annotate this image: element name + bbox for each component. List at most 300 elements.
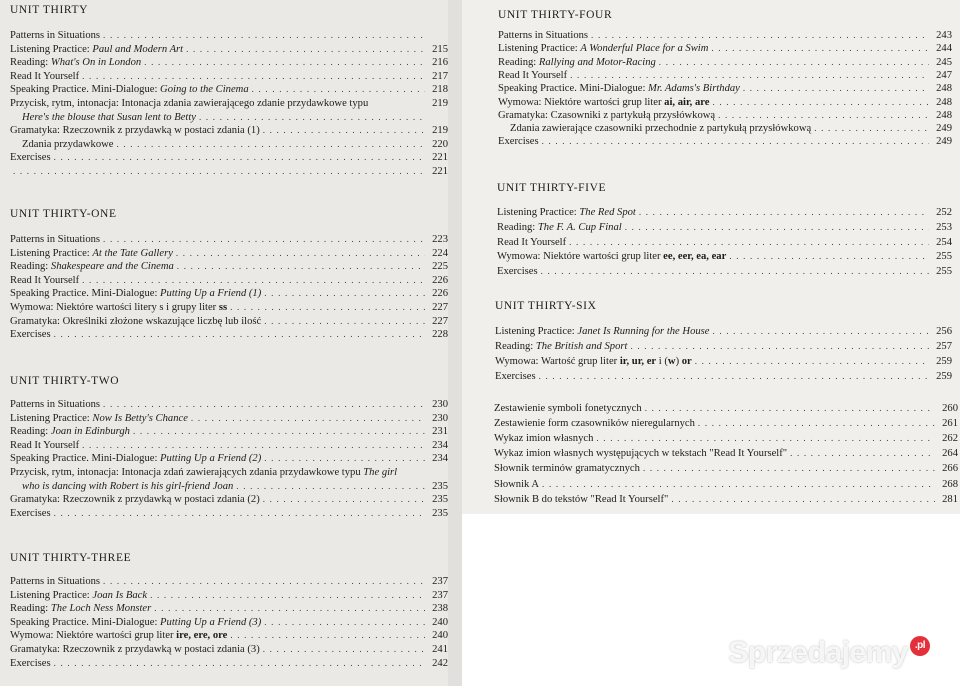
toc-entry bbox=[22, 111, 448, 124]
entry-label bbox=[497, 236, 566, 249]
leader-dots bbox=[54, 507, 425, 520]
entry-text: Putting Up a Friend (3) bbox=[160, 616, 262, 628]
entry-text: Going to the Cinema bbox=[160, 84, 249, 96]
entry-text: Putting Up a Friend (2) bbox=[160, 453, 262, 465]
toc-entry bbox=[495, 370, 952, 383]
entry-text: Exercises bbox=[10, 152, 51, 164]
toc-entry bbox=[10, 247, 448, 260]
toc-entry bbox=[498, 96, 952, 109]
entry-label bbox=[10, 151, 51, 164]
appendix-entry bbox=[494, 432, 958, 445]
entry-text: Reading: bbox=[497, 221, 538, 233]
page-number: 235 bbox=[432, 480, 448, 492]
page-number: 248 bbox=[936, 109, 952, 121]
entry-text: The girl bbox=[363, 467, 398, 478]
page-number: 238 bbox=[432, 603, 448, 615]
entry-text: ai, air, are bbox=[664, 96, 710, 108]
leader-dots bbox=[729, 250, 929, 263]
toc-entry bbox=[10, 83, 448, 96]
entry-text: Gramatyka: Rzeczownik z przydawką w postaci zdania (2) bbox=[10, 494, 260, 506]
entry-label bbox=[10, 233, 100, 246]
leader-dots bbox=[103, 233, 425, 246]
entry-label bbox=[497, 206, 636, 219]
page-number: 249 bbox=[936, 136, 952, 148]
leader-dots bbox=[82, 274, 425, 287]
leader-dots bbox=[712, 96, 929, 109]
entry-label bbox=[497, 265, 538, 278]
entry-label bbox=[10, 315, 261, 328]
page-number: 257 bbox=[936, 341, 952, 352]
watermark-logo bbox=[728, 636, 930, 670]
entry-label bbox=[22, 138, 113, 151]
entry-text: Speaking Practice. Mini-Dialogue: bbox=[10, 453, 161, 465]
page-number: 226 bbox=[432, 274, 448, 286]
entry-text: i ( bbox=[656, 356, 668, 367]
toc-entry bbox=[10, 315, 448, 328]
leader-dots bbox=[186, 43, 425, 56]
leader-dots bbox=[176, 247, 425, 260]
page-number: 237 bbox=[432, 589, 448, 601]
entry-label bbox=[495, 340, 627, 353]
leader-dots bbox=[54, 657, 425, 670]
entry-label bbox=[495, 355, 692, 368]
unit-title: UNIT THIRTY-TWO bbox=[10, 375, 120, 387]
page-number: 219 bbox=[432, 125, 448, 137]
entry-text: Mr. Adams's Birthday bbox=[648, 83, 740, 95]
entry-text: ee, eer, ea, ear bbox=[663, 251, 727, 263]
toc-entry bbox=[497, 221, 952, 234]
entry-text: Gramatyka: Rzeczownik z przydawką w postaci zdania (3) bbox=[10, 644, 260, 655]
entry-label bbox=[494, 493, 668, 506]
leader-dots bbox=[790, 447, 935, 460]
page-number: 234 bbox=[432, 439, 448, 451]
appendix-entry bbox=[494, 402, 958, 415]
unit-title: UNIT THIRTY-ONE bbox=[10, 208, 117, 220]
entry-label bbox=[22, 480, 233, 493]
entry-label bbox=[22, 111, 196, 124]
leader-dots bbox=[54, 151, 425, 164]
page-number: 247 bbox=[936, 69, 952, 81]
entry-text: who is dancing with Robert is his girl-friend Joan bbox=[22, 480, 234, 492]
toc-entry bbox=[495, 355, 952, 368]
entry-text: Patterns in Situations bbox=[10, 234, 101, 245]
entry-text: Listening Practice: bbox=[10, 412, 93, 424]
page-number: 259 bbox=[936, 356, 952, 367]
toc-entry bbox=[10, 629, 448, 642]
toc-entry bbox=[10, 151, 448, 164]
page-number: 266 bbox=[942, 463, 958, 475]
page-number: 259 bbox=[936, 371, 952, 382]
leader-dots bbox=[103, 29, 425, 42]
entry-text: Wymowa: Niektóre wartości grup liter bbox=[498, 96, 665, 108]
entry-text: Patterns in Situations bbox=[498, 30, 589, 41]
page-number: 221 bbox=[432, 152, 448, 164]
toc-entry bbox=[10, 643, 448, 656]
page-number: 218 bbox=[432, 84, 448, 96]
leader-dots bbox=[698, 417, 935, 430]
page-number: 240 bbox=[432, 616, 448, 628]
entry-label bbox=[10, 412, 188, 425]
entry-text: Exercises bbox=[497, 266, 538, 278]
entry-text: Reading: bbox=[10, 57, 51, 69]
toc-entry bbox=[498, 42, 952, 55]
entry-label bbox=[10, 247, 173, 260]
entry-text: Exercises bbox=[10, 657, 51, 669]
toc-entry bbox=[10, 29, 448, 42]
leader-dots bbox=[671, 493, 935, 506]
leader-dots bbox=[103, 575, 425, 588]
entry-label bbox=[495, 325, 709, 338]
page-number: 226 bbox=[432, 288, 448, 300]
toc-entry bbox=[10, 43, 448, 56]
entry-text: At the Tate Gallery bbox=[92, 247, 173, 259]
page-number: 249 bbox=[936, 123, 952, 135]
entry-label bbox=[10, 575, 100, 588]
entry-text: ss bbox=[218, 302, 228, 313]
entry-text: Słownik A bbox=[494, 478, 540, 490]
entry-text: Rallying and Motor-Racing bbox=[538, 56, 656, 68]
watermark-badge: .pl bbox=[910, 636, 930, 656]
page-number: 231 bbox=[432, 426, 448, 438]
leader-dots bbox=[639, 206, 929, 219]
page-number: 241 bbox=[432, 644, 448, 655]
page-number: 223 bbox=[432, 234, 448, 245]
page-number: 217 bbox=[432, 70, 448, 82]
page-number: 261 bbox=[942, 418, 958, 430]
entry-label bbox=[10, 466, 397, 479]
toc-entry bbox=[10, 233, 448, 246]
leader-dots bbox=[264, 287, 425, 300]
page-number: 242 bbox=[432, 657, 448, 669]
unit-title: UNIT THIRTY bbox=[10, 4, 88, 16]
entry-text: Wykaz imion własnych bbox=[494, 433, 594, 445]
entry-text: Przycisk, rytm, intonacja: Intonacja zdania zawierającego zdanie przydawkowe typu bbox=[10, 98, 369, 109]
toc-entry bbox=[498, 56, 952, 69]
leader-dots bbox=[154, 602, 425, 615]
entry-label bbox=[497, 250, 726, 263]
leader-dots bbox=[54, 328, 425, 341]
watermark-text: Sprzedajemy bbox=[728, 636, 908, 669]
entry-text: Reading: bbox=[10, 261, 51, 273]
toc-entry bbox=[10, 274, 448, 287]
leader-dots bbox=[199, 111, 425, 124]
entry-label bbox=[10, 301, 227, 314]
page-number: 255 bbox=[936, 251, 952, 263]
page-gutter bbox=[448, 0, 462, 686]
entry-text: Patterns in Situations bbox=[10, 576, 101, 587]
toc-entry bbox=[10, 260, 448, 273]
entry-text: Gramatyka: Określniki złożone wskazujące liczbę lub ilość bbox=[10, 315, 262, 327]
entry-label bbox=[10, 425, 130, 438]
page-number: 227 bbox=[432, 315, 448, 327]
entry-text: Wykaz imion własnych występujących w tekstach "Read It Yourself" bbox=[494, 448, 788, 460]
entry-text: ir, ur, er bbox=[619, 356, 657, 367]
toc-entry bbox=[10, 452, 448, 465]
entry-text: Listening Practice: bbox=[10, 589, 93, 601]
toc-entry bbox=[10, 616, 448, 629]
entry-text: Patterns in Situations bbox=[10, 399, 101, 410]
toc-entry bbox=[10, 425, 448, 438]
entry-text: Read It Yourself bbox=[10, 274, 80, 286]
entry-label bbox=[498, 82, 740, 95]
entry-label bbox=[10, 439, 79, 452]
leader-dots bbox=[539, 370, 929, 383]
entry-label bbox=[10, 43, 183, 56]
entry-label bbox=[10, 493, 260, 506]
unit-title: UNIT THIRTY-FOUR bbox=[498, 9, 613, 21]
leader-dots bbox=[570, 69, 929, 82]
leader-dots bbox=[82, 439, 425, 452]
toc-entry bbox=[10, 398, 448, 411]
page-number: 260 bbox=[942, 403, 958, 414]
leader-dots bbox=[230, 301, 425, 314]
leader-dots bbox=[591, 29, 929, 42]
entry-label bbox=[10, 589, 147, 602]
toc-entry bbox=[498, 69, 952, 82]
entry-text: Przycisk, rytm, intonacja: Intonacja zdań zawierających zdania przydawkowe typu bbox=[10, 467, 364, 478]
leader-dots bbox=[541, 265, 929, 278]
entry-text: Paul and Modern Art bbox=[92, 43, 184, 55]
entry-text: A Wonderful Place for a Swim bbox=[580, 43, 709, 55]
page-number: 215 bbox=[432, 43, 448, 55]
left-page bbox=[0, 0, 462, 686]
leader-dots bbox=[13, 165, 425, 178]
toc-entry bbox=[10, 70, 448, 83]
entry-text: Putting Up a Friend (1) bbox=[160, 288, 262, 300]
leader-dots bbox=[596, 432, 935, 445]
page-number: 219 bbox=[432, 98, 448, 109]
entry-label bbox=[10, 602, 151, 615]
leader-dots bbox=[133, 425, 425, 438]
toc-entry bbox=[510, 122, 952, 135]
entry-text: Speaking Practice. Mini-Dialogue: bbox=[10, 616, 161, 628]
entry-text: Speaking Practice. Mini-Dialogue: bbox=[10, 288, 161, 300]
entry-label bbox=[10, 70, 79, 83]
entry-text: Speaking Practice. Mini-Dialogue: bbox=[498, 83, 649, 95]
appendix-entry bbox=[494, 462, 958, 475]
entry-label bbox=[10, 328, 51, 341]
toc-entry bbox=[10, 466, 448, 479]
entry-label bbox=[495, 370, 536, 383]
entry-text: Exercises bbox=[10, 507, 51, 519]
toc-entry bbox=[497, 236, 952, 249]
toc-entry bbox=[495, 340, 952, 353]
entry-text: Shakespeare and the Cinema bbox=[50, 261, 174, 273]
page-number: 235 bbox=[432, 507, 448, 519]
entry-label bbox=[497, 221, 622, 234]
entry-label bbox=[10, 616, 261, 629]
entry-label bbox=[498, 96, 709, 109]
page-number: 254 bbox=[936, 236, 952, 248]
toc-entry bbox=[10, 56, 448, 69]
entry-text: ire, ere, ore bbox=[176, 630, 228, 642]
page-number: 240 bbox=[432, 630, 448, 642]
leader-dots bbox=[659, 56, 929, 69]
entry-text: Zdania przydawkowe bbox=[22, 138, 114, 150]
leader-dots bbox=[542, 478, 935, 491]
leader-dots bbox=[264, 315, 425, 328]
leader-dots bbox=[191, 412, 425, 425]
entry-text: Wymowa: Wartość grup liter bbox=[495, 356, 620, 367]
entry-text: Wymowa: Niektóre wartości grup liter bbox=[497, 251, 664, 263]
entry-label bbox=[494, 478, 539, 491]
leader-dots bbox=[82, 70, 425, 83]
appendix-entry bbox=[494, 417, 958, 430]
right-page bbox=[462, 0, 960, 514]
leader-dots bbox=[236, 480, 425, 493]
page-number: 248 bbox=[936, 96, 952, 108]
entry-text: Here's the blouse that Susan lent to Betty bbox=[22, 111, 196, 123]
toc-entry bbox=[22, 138, 448, 151]
page-number: 281 bbox=[942, 493, 958, 505]
appendix-entry bbox=[494, 478, 958, 491]
entry-text: Now Is Betty's Chance bbox=[92, 412, 188, 424]
leader-dots bbox=[116, 138, 425, 151]
entry-text: ) bbox=[675, 356, 682, 367]
toc-entry bbox=[10, 301, 448, 314]
entry-text: or bbox=[681, 356, 692, 367]
toc-entry bbox=[10, 439, 448, 452]
toc-entry bbox=[10, 589, 448, 602]
leader-dots bbox=[150, 589, 425, 602]
leader-dots bbox=[542, 135, 929, 148]
appendix-entry bbox=[494, 447, 958, 460]
page-number: 234 bbox=[432, 453, 448, 465]
entry-label bbox=[10, 83, 249, 96]
entry-text: Zestawienie form czasowników nieregularnych bbox=[494, 418, 695, 430]
leader-dots bbox=[263, 643, 425, 656]
entry-text: Gramatyka: Rzeczownik z przydawką w postaci zdania (1) bbox=[10, 125, 260, 137]
entry-text: Wymowa: Niektóre wartości grup liter bbox=[10, 630, 177, 642]
leader-dots bbox=[625, 221, 929, 234]
entry-label bbox=[10, 29, 100, 42]
toc-entry bbox=[10, 97, 448, 110]
entry-label bbox=[494, 417, 695, 430]
entry-text: Zestawienie symboli fonetycznych bbox=[494, 403, 642, 414]
entry-label bbox=[10, 274, 79, 287]
toc-entry bbox=[497, 206, 952, 219]
entry-label bbox=[498, 109, 715, 122]
toc-entry bbox=[495, 325, 952, 338]
entry-label bbox=[498, 135, 539, 148]
entry-text: Listening Practice: bbox=[10, 247, 93, 259]
leader-dots bbox=[814, 122, 929, 135]
entry-text: Exercises bbox=[498, 136, 539, 148]
entry-label bbox=[10, 398, 100, 411]
toc-entry bbox=[497, 265, 952, 278]
page-number: 216 bbox=[432, 57, 448, 69]
page-number: 243 bbox=[936, 30, 952, 41]
page-number: 256 bbox=[936, 326, 952, 337]
page-number: 248 bbox=[936, 83, 952, 95]
entry-text: Słownik B do tekstów "Read It Yourself" bbox=[494, 493, 669, 505]
entry-text: Exercises bbox=[10, 329, 51, 341]
entry-text: The British and Sport bbox=[535, 341, 628, 352]
entry-label bbox=[498, 56, 656, 69]
leader-dots bbox=[743, 82, 929, 95]
leader-dots bbox=[230, 629, 425, 642]
entry-label bbox=[10, 452, 261, 465]
entry-text: Reading: bbox=[10, 426, 51, 438]
leader-dots bbox=[263, 124, 425, 137]
entry-text: What's On in London bbox=[50, 57, 142, 69]
leader-dots bbox=[718, 109, 929, 122]
entry-text: Reading: bbox=[10, 603, 51, 615]
leader-dots bbox=[712, 325, 929, 338]
entry-label bbox=[494, 402, 642, 415]
entry-label bbox=[10, 124, 260, 137]
toc-entry bbox=[497, 250, 952, 263]
leader-dots bbox=[569, 236, 929, 249]
entry-text: Read It Yourself bbox=[498, 69, 568, 81]
entry-text: Joan Is Back bbox=[92, 589, 148, 601]
entry-text: Listening Practice: bbox=[495, 326, 578, 337]
entry-text: Listening Practice: bbox=[498, 43, 581, 55]
unit-title: UNIT THIRTY-FIVE bbox=[497, 182, 607, 194]
page-number: 230 bbox=[432, 399, 448, 410]
entry-label bbox=[10, 643, 260, 656]
leader-dots bbox=[252, 83, 425, 96]
entry-text: Gramatyka: Czasowniki z partykułą przysłówkową bbox=[498, 109, 716, 121]
entry-text: Exercises bbox=[495, 371, 536, 382]
toc-entry bbox=[10, 287, 448, 300]
entry-label bbox=[10, 507, 51, 520]
entry-text: Patterns in Situations bbox=[10, 30, 101, 41]
toc-entry bbox=[10, 328, 448, 341]
entry-label bbox=[498, 69, 567, 82]
toc-entry bbox=[498, 109, 952, 122]
toc-entry bbox=[10, 507, 448, 520]
leader-dots bbox=[144, 56, 425, 69]
entry-text: Reading: bbox=[498, 56, 539, 68]
leader-dots bbox=[103, 398, 425, 411]
entry-label bbox=[10, 287, 261, 300]
entry-label bbox=[494, 462, 640, 475]
entry-text: Speaking Practice. Mini-Dialogue: bbox=[10, 84, 161, 96]
page-number: 230 bbox=[432, 412, 448, 424]
leader-dots bbox=[263, 493, 425, 506]
page-number: 221 bbox=[432, 166, 448, 177]
leader-dots bbox=[711, 42, 929, 55]
entry-text: Listening Practice: bbox=[10, 43, 93, 55]
entry-text: w bbox=[667, 356, 676, 367]
leader-dots bbox=[177, 260, 425, 273]
entry-label bbox=[10, 56, 141, 69]
page-number: 255 bbox=[936, 266, 952, 278]
entry-text: Słownik terminów gramatycznych bbox=[494, 463, 640, 475]
appendix-entry bbox=[494, 493, 958, 506]
leader-dots bbox=[643, 462, 935, 475]
entry-text: Read It Yourself bbox=[10, 70, 80, 82]
toc-entry bbox=[498, 135, 952, 148]
entry-label bbox=[10, 657, 51, 670]
entry-label bbox=[494, 432, 593, 445]
toc-entry bbox=[10, 124, 448, 137]
page-number: 237 bbox=[432, 576, 448, 587]
page-number: 264 bbox=[942, 448, 958, 460]
toc-entry bbox=[498, 82, 952, 95]
toc-entry bbox=[10, 165, 448, 178]
leader-dots bbox=[695, 355, 929, 368]
page-number: 268 bbox=[942, 478, 958, 490]
entry-text: Reading: bbox=[495, 341, 536, 352]
page-number: 224 bbox=[432, 247, 448, 259]
toc-entry bbox=[498, 29, 952, 42]
entry-text: Read It Yourself bbox=[497, 236, 567, 248]
leader-dots bbox=[645, 402, 935, 415]
entry-text: The F. A. Cup Final bbox=[537, 221, 622, 233]
entry-label bbox=[10, 260, 174, 273]
